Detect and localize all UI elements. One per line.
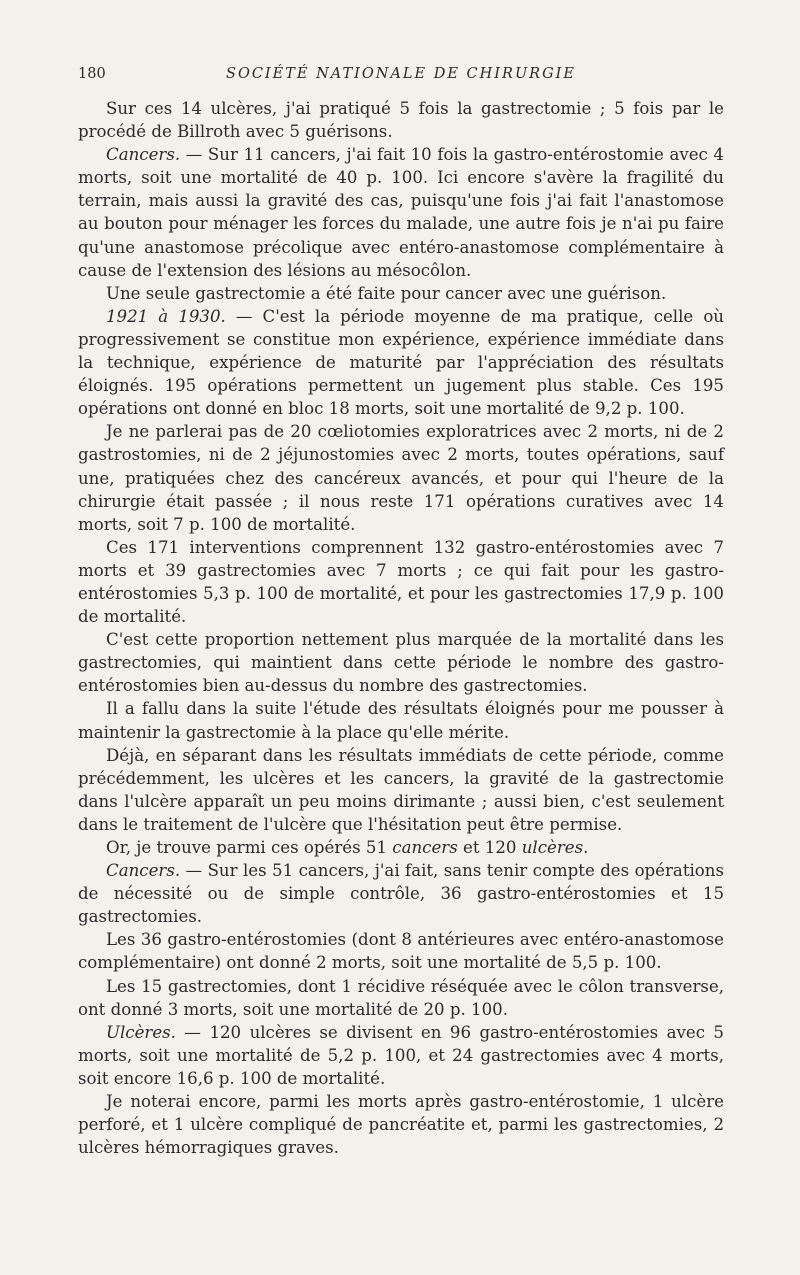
running-header xyxy=(78,62,724,86)
emphasis: ulcères xyxy=(521,838,584,857)
body-text xyxy=(78,97,724,1159)
paragraph: Il a fallu dans la suite l'étude des résultats éloignés pour me pousser à maintenir la gastrectomie à la place qu'elle mérite. xyxy=(78,699,724,742)
section-lead: Cancers. xyxy=(106,145,181,165)
paragraph: C'est cette proportion nettement plus marquée de la mortalité dans les gastrectomies, qui maintient dans cette période le nombre des gastro-entérostomies bien au-dessus du nombre des gastrectomies. xyxy=(78,630,724,696)
paragraph: 1921 à 1930. — C'est la période moyenne de ma pratique, celle où progressivement se constitue mon expérience, expérience immédiate dans la technique, expérience de maturité par l'appréciation des résultats éloignés. 195 opérations permettent un jugement plus stable. Ces 195 opérations ont donné en bloc 18 morts, soit une mortalité de 9,2 p. 100. xyxy=(78,306,724,419)
running-title: SOCIÉTÉ NATIONALE DE CHIRURGIE xyxy=(226,66,576,82)
paragraph: Cancers. — Sur les 51 cancers, j'ai fait, sans tenir compte des opérations de nécessité ou de simple contrôle, 36 gastro-entérostomies et 15 gastrectomies. xyxy=(78,861,724,927)
paragraph: Ulcères. — 120 ulcères se divisent en 96 gastro-entérostomies avec 5 morts, soit une mortalité de 5,2 p. 100, et 24 gastrectomies avec 4 morts, soit encore 16,6 p. 100 de mortalité. xyxy=(78,1022,724,1088)
paragraph: Les 36 gastro-entérostomies (dont 8 antérieures avec entéro-anastomose complémentaire) ont donné 2 morts, soit une mortalité de 5,5 p. 100. xyxy=(78,930,724,973)
paragraph: Or, je trouve parmi ces opérés 51 cancers et 120 ulcères. xyxy=(106,838,589,857)
section-lead: Ulcères. xyxy=(106,1022,176,1042)
paragraph: Déjà, en séparant dans les résultats immédiats de cette période, comme précédemment, les ulcères et les cancers, la gravité de la gastrectomie dans l'ulcère apparaît un peu moins dirimante ; aussi bien, c'est seulement dans le traitement de l'ulcère que l'hésitation peut être permise. xyxy=(78,745,724,834)
section-lead: 1921 à 1930. xyxy=(106,306,226,326)
paragraph: Sur ces 14 ulcères, j'ai pratiqué 5 fois la gastrectomie ; 5 fois par le procédé de Billroth avec 5 guérisons. xyxy=(78,99,724,142)
page-number: 180 xyxy=(78,66,106,82)
paragraph: Ces 171 interventions comprennent 132 gastro-entérostomies avec 7 morts et 39 gastrectomies avec 7 morts ; ce qui fait pour les gastro-entérostomies 5,3 p. 100 de mortalité, et pour les gastrectomies 17,9 p. 100 de mortalité. xyxy=(78,537,724,627)
emphasis: cancers xyxy=(392,838,458,857)
paragraph: Cancers. — Sur 11 cancers, j'ai fait 10 fois la gastro-entérostomie avec 4 morts, soit une mortalité de 40 p. 100. Ici encore s'avère la fragilité du terrain, mais aussi la gravité des cas, puisqu'une fois j'ai fait l'anastomose au bouton pour ménager les forces du malade, une autre fois je n'ai pu faire qu'une anastomose précolique avec entéro-anastomose complémentaire à cause de l'extension des lésions au mésocôlon. xyxy=(78,145,724,280)
section-lead: Cancers. xyxy=(106,861,181,881)
paragraph: Les 15 gastrectomies, dont 1 récidive réséquée avec le côlon transverse, ont donné 3 morts, soit une mortalité de 20 p. 100. xyxy=(78,976,724,1019)
paragraph: Je noterai encore, parmi les morts après gastro-entérostomie, 1 ulcère perforé, et 1 ulcère compliqué de pancréatite et, parmi les gastrectomies, 2 ulcères hémorragiques graves. xyxy=(78,1092,724,1158)
paragraph: Une seule gastrectomie a été faite pour cancer avec une guérison. xyxy=(106,283,667,303)
paragraph: Je ne parlerai pas de 20 cœliotomies exploratrices avec 2 morts, ni de 2 gastrostomies, ni de 2 jéjunostomies avec 2 morts, toutes opérations, sauf une, pratiquées chez des cancéreux avancés, et pour qui l'heure de la chirurgie était passée ; il nous reste 171 opérations curatives avec 14 morts, soit 7 p. 100 de mortalité. xyxy=(78,422,724,534)
